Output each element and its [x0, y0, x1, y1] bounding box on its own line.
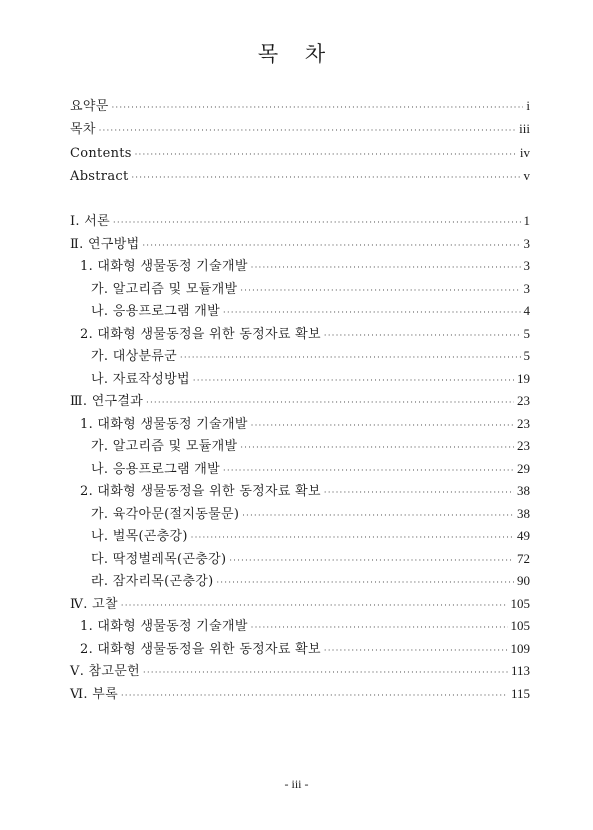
front-matter-entry [70, 144, 530, 162]
front-matter-entry [70, 120, 530, 138]
dot-leader [216, 573, 514, 591]
dot-leader [135, 145, 517, 163]
toc-entry [80, 617, 530, 635]
dot-leader [240, 438, 514, 456]
toc-entry [91, 550, 530, 568]
toc-entry [70, 595, 530, 613]
dot-leader [242, 506, 514, 524]
toc-entry [70, 235, 530, 253]
dot-leader [112, 98, 524, 116]
toc-entry-page: 3 [523, 280, 530, 296]
toc-entry [80, 325, 530, 343]
toc-entry-page: 23 [517, 438, 530, 453]
toc-entry-label: 요약문 [70, 99, 109, 114]
dot-leader [191, 528, 514, 546]
dot-leader [99, 121, 516, 139]
dot-leader [142, 236, 520, 254]
toc-entry [91, 572, 530, 590]
toc-entry-label: Ⅱ. 연구방법 [70, 236, 140, 252]
toc-entry-label: Ⅵ. 부록 [70, 686, 118, 702]
toc-entry-label: 다. 딱정벌레목(곤충강) [91, 551, 227, 567]
toc-entry [91, 527, 530, 545]
toc-entry-label: 2. 대화형 생물동정을 위한 동정자료 확보 [80, 484, 321, 499]
toc-entry-page: 3 [523, 235, 530, 251]
toc-entry-label: 나. 자료작성방법 [91, 371, 190, 387]
toc-entry-label: 가. 대상분류군 [91, 349, 178, 364]
dot-leader [251, 416, 514, 434]
toc-entry-page: 115 [510, 685, 530, 701]
toc-entry [70, 685, 530, 703]
toc-entry-page: 4 [523, 303, 530, 318]
toc-entry [80, 415, 530, 433]
toc-entry-label: 2. 대화형 생물동정을 위한 동정자료 확보 [80, 641, 321, 657]
toc-entry-page: 19 [517, 370, 530, 386]
toc-entry-page: 49 [517, 528, 530, 543]
toc-entry-label: Ⅳ. 고찰 [70, 596, 118, 612]
toc-entry-page: 113 [510, 663, 530, 678]
toc-entry-label: 1. 대화형 생물동정 기술개발 [80, 259, 248, 274]
dot-leader [121, 596, 508, 614]
toc-entry [91, 347, 530, 365]
dot-leader [324, 326, 521, 344]
dot-leader [229, 551, 514, 569]
dot-leader [146, 393, 514, 411]
dot-leader [251, 258, 521, 276]
dot-leader [180, 348, 520, 366]
toc-entry-page: 23 [517, 415, 530, 431]
toc-entry [70, 392, 530, 410]
toc-entry-page: i [526, 98, 530, 113]
toc-entry-label: 가. 알고리즘 및 모듈개발 [91, 281, 238, 297]
toc-entry-label: Contents [70, 145, 132, 161]
toc-entry-page: v [523, 167, 530, 183]
toc-entry [91, 302, 530, 320]
toc-entry-label: 1. 대화형 생물동정 기술개발 [80, 416, 248, 432]
dot-leader [324, 641, 508, 659]
toc-entry-page: 105 [510, 595, 530, 611]
toc-entry-label: 1. 대화형 생물동정 기술개발 [80, 619, 248, 634]
dot-leader [240, 281, 520, 299]
toc-entry-page: 5 [523, 348, 530, 363]
page-number: - iii - [284, 777, 309, 791]
toc-entry [91, 505, 530, 523]
front-matter-entry [70, 167, 530, 185]
toc-entry-page: 90 [517, 573, 530, 588]
toc-entry [70, 662, 530, 680]
toc-entry [80, 257, 530, 275]
toc-entry [91, 280, 530, 298]
dot-leader [251, 618, 508, 636]
toc-entry [80, 640, 530, 658]
toc-entry-label: Ⅲ. 연구결과 [70, 394, 144, 409]
toc-entry-label: 가. 알고리즘 및 모듈개발 [91, 439, 238, 454]
toc-entry-label: 나. 벌목(곤충강) [91, 529, 188, 544]
toc-entry-label: 나. 응용프로그램 개발 [91, 461, 221, 477]
toc-entry-label: 나. 응용프로그램 개발 [91, 304, 221, 319]
toc-entry-page: 109 [510, 640, 530, 656]
toc-entry-page: 3 [523, 258, 530, 273]
toc-entry [91, 370, 530, 388]
dot-leader [121, 686, 508, 704]
toc-entry-label: Abstract [70, 168, 129, 184]
toc-entry-page: 5 [523, 325, 530, 341]
toc-entry-page: 29 [517, 460, 530, 476]
toc-entry-page: iii [519, 121, 530, 137]
toc-entry [91, 460, 530, 478]
toc-entry-page: 38 [517, 483, 530, 498]
toc-entry-label: Ⅰ. 서론 [70, 214, 111, 229]
toc-entry-label: 라. 잠자리목(곤충강) [91, 574, 214, 589]
toc-entry-label: 2. 대화형 생물동정을 위한 동정자료 확보 [80, 326, 321, 342]
dot-leader [113, 213, 520, 231]
toc-entry-page: 1 [523, 213, 530, 228]
dot-leader [223, 461, 514, 479]
toc-entry [91, 437, 530, 455]
dot-leader [143, 663, 508, 681]
toc-entry-page: 38 [517, 505, 530, 521]
front-matter-entry [70, 97, 530, 115]
toc-entry-page: 72 [517, 550, 530, 566]
toc-entry-page: 105 [510, 618, 530, 633]
dot-leader [324, 483, 514, 501]
toc-entry [80, 482, 530, 500]
toc-entry-page: 23 [517, 393, 530, 408]
page-title: 목 차 [257, 42, 336, 66]
dot-leader [131, 168, 520, 186]
toc-entry [70, 212, 530, 230]
toc-entry-label: 목차 [70, 122, 96, 138]
dot-leader [193, 371, 514, 389]
toc-entry-label: Ⅴ. 참고문헌 [70, 664, 140, 679]
toc-entry-label: 가. 육각아문(절지동물문) [91, 506, 240, 522]
toc-entry-page: iv [519, 144, 530, 160]
dot-leader [223, 303, 520, 321]
